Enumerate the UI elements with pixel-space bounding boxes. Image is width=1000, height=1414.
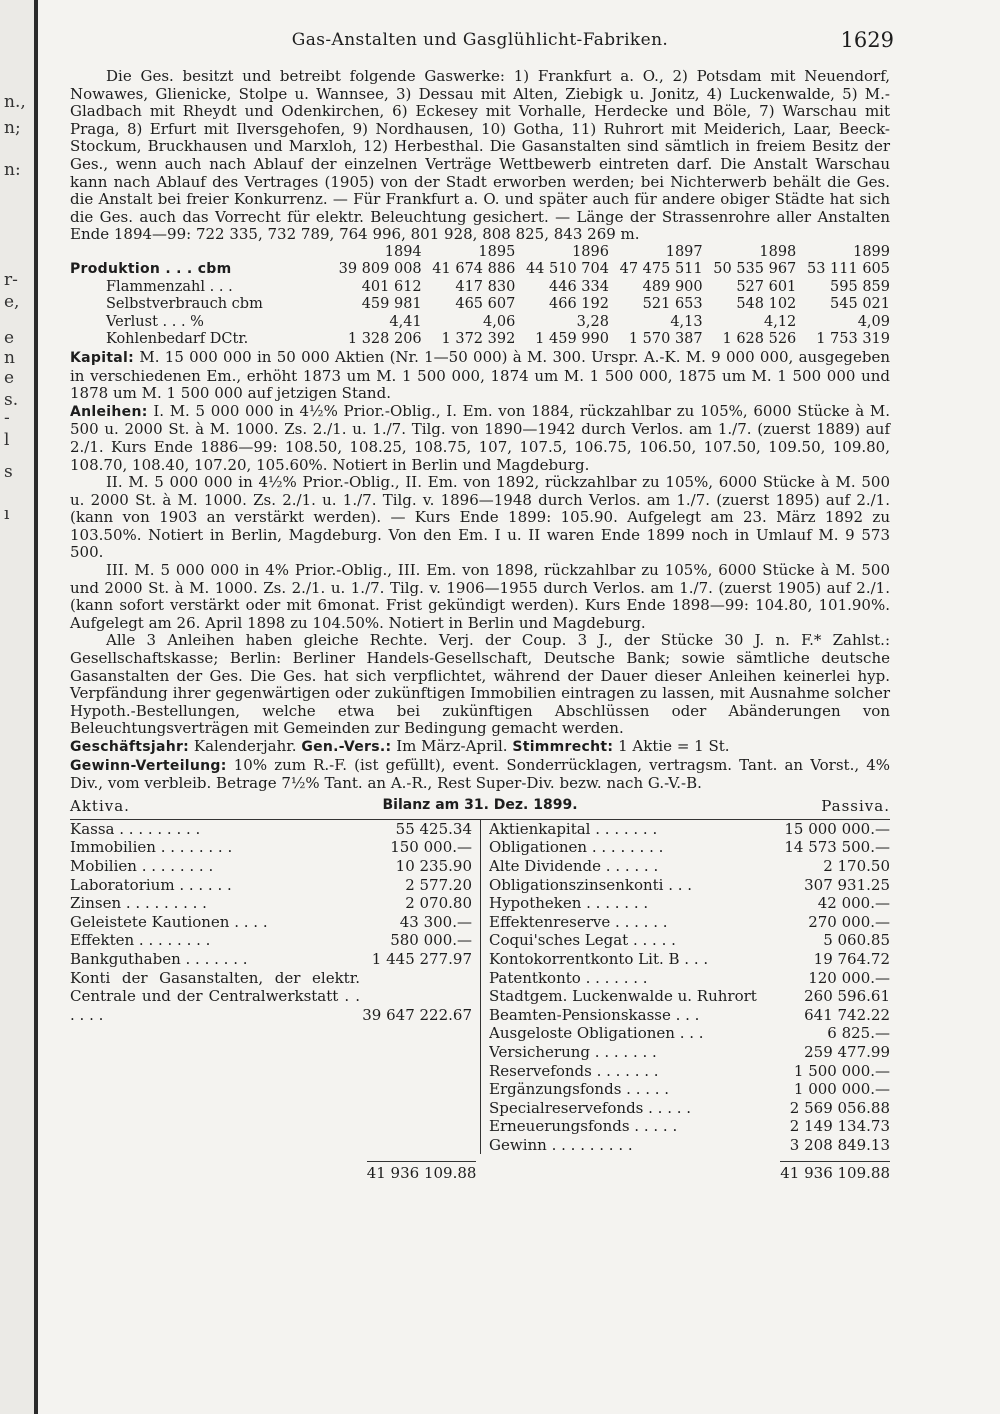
aktiva-column <box>70 820 480 1155</box>
table-cell: 417 830 <box>455 278 516 295</box>
table-row <box>489 876 890 895</box>
table-cell: 548 102 <box>736 296 797 313</box>
item-name: Beamten-Pensionskasse . . . <box>489 1005 700 1024</box>
table-cell: 1 753 319 <box>816 331 890 348</box>
table-cell: 459 981 <box>361 296 422 313</box>
item-amount: 1 500 000.— <box>793 1061 890 1080</box>
item-name: Coqui'sches Legat . . . . . <box>489 931 676 950</box>
margin-fragment: ı <box>4 504 10 524</box>
item-name: Obligationen . . . . . . . . <box>489 838 664 857</box>
item-name: Effektenreserve . . . . . . <box>489 912 668 931</box>
table-row <box>489 1080 890 1099</box>
table-row <box>70 857 472 876</box>
kapital-section <box>70 349 890 403</box>
stimmrecht-label: Stimmrecht: <box>512 739 614 755</box>
margin-fragment: r- <box>4 270 18 290</box>
table-cell: 1 328 206 <box>347 331 422 348</box>
table-row <box>70 838 472 857</box>
bilanz-table <box>70 820 890 1155</box>
item-name: Patentkonto . . . . . . . <box>489 968 648 987</box>
table-cell: 41 674 886 <box>432 261 516 278</box>
table-cell: 47 475 511 <box>619 261 703 278</box>
anleihen-em1-text: I. M. 5 000 000 in 4½% Prior.-Oblig., I. Em. von 1884, rückzahlbar zu 105%, 6000 Stücke à M. 500 u. 2000 St. à M. 1000. Zs. 2./1. u. 1./7. Tilg. von 1890—1942 durch Verlos. am 1./7. (zuerst 1889) auf 2./1. Kurs Ende 1886—99: 108.50, 108.25, 108.75, 107, 107.5, 106.75, 106.50, 107.50, 109.50, 109.80, 108.70, 108.40, 107.20, 105.60%. Notiert in Berlin und Magdeburg. <box>70 401 890 474</box>
item-amount: 307 931.25 <box>804 875 890 894</box>
item-name: Obligationszinsenkonti . . . <box>489 875 693 894</box>
table-cell: 53 111 605 <box>806 261 890 278</box>
item-name: Gewinn . . . . . . . . . <box>489 1135 633 1154</box>
genvers-text: Im März-April. <box>396 737 508 755</box>
item-amount: 2 170.50 <box>823 856 890 875</box>
table-row <box>489 1043 890 1062</box>
item-amount: 14 573 500.— <box>784 838 890 857</box>
total-passiva-value: 41 936 109.88 <box>780 1161 890 1182</box>
item-amount: 19 764.72 <box>813 949 890 968</box>
table-row <box>70 261 890 279</box>
item-amount: 5 060.85 <box>823 931 890 950</box>
table-row <box>489 950 890 969</box>
intro-paragraph: Die Ges. besitzt und betreibt folgende Gaswerke: 1) Frankfurt a. O., 2) Potsdam mit Neuendorf, Nowawes, Glienicke, Stolpe u. Wannsee, 3) Dessau mit Alten, Ziebigk u. Jonitz, 4) Luckenwalde, 5) M.-Gladbach mit Rheydt und Odenkirchen, 6) Eckesey mit Vorhalle, Herdecke und Böle, 7) Warschau mit Praga, 8) Erfurt mit Ilversgehofen, 9) Nordhausen, 10) Gotha, 11) Ruhrort mit Meiderich, Laar, Beeck-Stockum, Bruckhausen und Marxloh, 12) Herbesthal. Die Gasanstalten sind sämtlich in freiem Besitz der Ges., wenn auch nach Ablauf der einzelnen Verträge Wettbewerb eintreten darf. Die Anstalt Warschau kann nach Ablauf des Vertrages (1905) von der Stadt erworben werden; bei Nichterwerb behält die Ges. die Anstalt bei freier Konkurrenz. — Für Frankfurt a. O. und später auch für andere obiger Städte hat sich die Ges. auch das Vorrecht für elektr. Beleuchtung gesichert. — Länge der Strassenrohre aller Anstalten Ende 1894—99: 722 335, 732 789, 764 996, 801 928, 808 825, 843 269 m. <box>70 67 890 244</box>
item-name: Kassa . . . . . . . . . <box>70 819 201 838</box>
table-row <box>489 1024 890 1043</box>
item-amount: 259 477.99 <box>804 1042 890 1061</box>
table-cell: 545 021 <box>830 296 890 313</box>
item-name: Versicherung . . . . . . . <box>489 1042 657 1061</box>
margin-fragments <box>0 0 34 700</box>
anleihen-em3: III. M. 5 000 000 in 4% Prior.-Oblig., III. Em. von 1898, rückzahlbar zu 105%, 6000 Stücke à M. 500 und 2000 St. à M. 1000. Zs. 2./1. u. 1./7. Tilg. v. 1906—1955 durch Verlos. am 1./7. (zuerst 1905) auf 2./1. (kann sofort verstärkt oder mit 6monat. Frist gekündigt werden). Kurs Ende 1898—99: 104.80, 101.90%. Aufgelegt am 26. April 1898 zu 104.50%. Notiert in Berlin und Magdeburg. <box>70 561 890 632</box>
item-amount: 3 208 849.13 <box>789 1135 890 1154</box>
year-cell: 1899 <box>853 243 890 260</box>
margin-fragment: e, <box>4 292 20 312</box>
item-amount: 42 000.— <box>817 894 890 913</box>
item-amount: 6 825.— <box>827 1024 890 1043</box>
item-amount: 120 000.— <box>808 968 890 987</box>
item-amount: 150 000.— <box>390 838 472 857</box>
table-cell: 466 192 <box>549 296 609 313</box>
item-name: Mobilien . . . . . . . . <box>70 856 214 875</box>
item-name: Bankguthaben . . . . . . . <box>70 949 248 968</box>
item-name: Konti der Gasanstalten, der elektr. Centrale und der Centralwerkstatt . . . . . . <box>70 968 360 1024</box>
geschaeftsjahr-label: Geschäftsjahr: <box>70 739 190 755</box>
table-row <box>489 1062 890 1081</box>
anleihen-all: Alle 3 Anleihen haben gleiche Rechte. Verj. der Coup. 3 J., der Stücke 30 J. n. F.* Zahlst.: Gesellschaftskasse; Berlin: Berliner Handels-Gesellschaft, Deutsche Bank; sowie sämtliche deutsche Gasanstalten der Ges. Die Ges. hat sich verpflichtet, während der Dauer dieser Anleihen keinerlei hyp. Verpfändung ihrer gegenwärtigen oder zukünftigen Immobilien eintragen zu lassen, mit Ausnahme solcher Hypoth.-Bestellungen, welche etwa bei zukünftigen Abschlüssen oder Abänderungen von Beleuchtungsverträgen mit Gemeinden zur Bedingung gemacht werden. <box>70 631 890 738</box>
table-cell: 1 570 387 <box>628 331 703 348</box>
margin-fragment: n: <box>4 160 21 180</box>
table-cell: 1 372 392 <box>441 331 516 348</box>
item-amount: 270 000.— <box>808 912 890 931</box>
item-name: Erneuerungsfonds . . . . . <box>489 1117 678 1136</box>
table-row <box>70 296 890 314</box>
anleihen-em1 <box>70 403 890 474</box>
item-amount: 260 596.61 <box>804 987 890 1006</box>
row-label: Flammenzahl . . . <box>106 278 233 295</box>
table-cell: 44 510 704 <box>525 261 609 278</box>
geschaeftsjahr-text: Kalenderjahr. <box>193 737 297 755</box>
item-name: Aktienkapital . . . . . . . <box>489 819 658 838</box>
item-name: Hypotheken . . . . . . . <box>489 894 649 913</box>
total-passiva <box>484 1164 890 1182</box>
margin-fragment: s. <box>4 390 19 410</box>
margin-fragment: l <box>4 430 10 450</box>
item-name: Effekten . . . . . . . . <box>70 931 211 950</box>
table-cell: 595 859 <box>830 278 890 295</box>
production-table <box>70 244 890 349</box>
margin-fragment: n; <box>4 118 21 138</box>
table-cell: 39 809 008 <box>338 261 422 278</box>
item-name: Laboratorium . . . . . . <box>70 875 232 894</box>
item-amount: 2 569 056.88 <box>789 1098 890 1117</box>
margin-fragment: - <box>4 408 10 428</box>
table-row <box>489 931 890 950</box>
year-row <box>70 244 890 262</box>
item-name: Zinsen . . . . . . . . . <box>70 894 207 913</box>
row-label: Produktion . . . cbm <box>70 261 232 278</box>
genvers-label: Gen.-Vers.: <box>301 739 392 755</box>
item-amount: 10 235.90 <box>395 856 472 875</box>
table-row <box>70 931 472 950</box>
total-aktiva-value: 41 936 109.88 <box>367 1161 477 1182</box>
item-name: Kontokorrentkonto Lit. B . . . <box>489 949 709 968</box>
item-amount: 43 300.— <box>399 912 472 931</box>
margin-fragment: e <box>4 368 15 388</box>
item-amount: 55 425.34 <box>395 819 472 838</box>
table-row <box>70 279 890 297</box>
kapital-label: Kapital: <box>70 349 135 366</box>
passiva-column <box>480 820 890 1155</box>
table-row <box>70 876 472 895</box>
item-name: Ergänzungsfonds . . . . . <box>489 1080 670 1099</box>
table-cell: 465 607 <box>455 296 516 313</box>
table-row <box>70 820 472 839</box>
item-amount: 641 742.22 <box>804 1005 890 1024</box>
page-number: 1629 <box>840 28 894 52</box>
table-cell: 489 900 <box>642 278 703 295</box>
item-name: Immobilien . . . . . . . . <box>70 838 233 857</box>
table-cell: 4,06 <box>483 313 516 330</box>
table-row <box>489 913 890 932</box>
margin-fragment: e <box>4 328 15 348</box>
table-row <box>489 1136 890 1155</box>
aktiva-label: Aktiva. <box>70 796 130 815</box>
item-amount: 2 577.20 <box>405 875 472 894</box>
passiva-label: Passiva. <box>821 796 890 815</box>
table-row <box>489 838 890 857</box>
year-cell: 1896 <box>572 243 609 260</box>
gewinn-text: 10% zum R.-F. (ist gefüllt), event. Sonderrücklagen, vertragsm. Tant. an Vorst., 4% Div., vom verbleib. Betrage 7½% Tant. an A.-R., Rest Super-Div. bezw. nach G.-V.-B. <box>70 755 890 793</box>
table-cell: 3,28 <box>576 313 609 330</box>
table-cell: 4,09 <box>857 313 890 330</box>
row-label: Verlust . . . % <box>106 313 204 330</box>
item-name: Alte Dividende . . . . . . <box>489 856 659 875</box>
margin-fragment: s <box>4 462 13 482</box>
table-row <box>489 1117 890 1136</box>
anleihen-em2: II. M. 5 000 000 in 4½% Prior.-Oblig., II. Em. von 1892, rückzahlbar zu 105%, 6000 Stücke à M. 500 u. 2000 St. à M. 1000. Zs. 2./1. u. 1./7. Tilg. v. 1896—1948 durch Verlos. am 1./7. (zuerst 1895) auf 2./1. (kann von 1903 an verstärkt werden). — Kurs Ende 1899: 105.90. Aufgelegt am 23. März 1892 zu 103.50%. Notiert in Berlin, Magdeburg. Von den Em. I u. II waren Ende 1899 noch in Umlauf M. 9 573 500. <box>70 473 890 562</box>
row-label: Kohlenbedarf DCtr. <box>106 331 249 348</box>
table-cell: 401 612 <box>361 278 422 295</box>
row-label: Selbstverbrauch cbm <box>106 296 263 313</box>
item-name: Stadtgem. Luckenwalde u. Ruhrort <box>489 987 757 1006</box>
item-name: Ausgeloste Obligationen . . . <box>489 1024 704 1043</box>
table-row <box>70 950 472 969</box>
table-cell: 4,13 <box>670 313 703 330</box>
header-title: Gas-Anstalten und Gasglühlicht-Fabriken. <box>291 30 669 50</box>
total-aktiva <box>70 1164 484 1182</box>
table-cell: 527 601 <box>736 278 797 295</box>
table-cell: 50 535 967 <box>713 261 797 278</box>
table-row <box>489 857 890 876</box>
page-content <box>70 28 894 1183</box>
anleihen-label: Anleihen: <box>70 403 148 420</box>
geschaeftsjahr-line <box>70 738 890 757</box>
table-row <box>70 331 890 349</box>
year-cell: 1895 <box>478 243 516 260</box>
item-amount: 1 000 000.— <box>793 1080 890 1099</box>
kapital-text: M. 15 000 000 in 50 000 Aktien (Nr. 1—50 000) à M. 300. Urspr. A.-K. M. 9 000 000, ausgegeben in verschiedenen Em., erhöht 1873 um M. 1 500 000, 1874 um M. 1 500 000, 1875 um M. 1 500 000 und 1878 um M. 1 500 000 auf jetzigen Stand. <box>70 347 890 403</box>
table-cell: 446 334 <box>549 278 609 295</box>
table-cell: 521 653 <box>642 296 703 313</box>
year-cell: 1898 <box>759 243 797 260</box>
table-row <box>489 820 890 839</box>
binding-rule <box>34 0 38 1414</box>
table-cell: 4,41 <box>389 313 422 330</box>
bilanz-header <box>70 797 890 819</box>
table-row <box>70 913 472 932</box>
item-amount: 1 445 277.97 <box>371 949 472 968</box>
table-cell: 1 628 526 <box>722 331 797 348</box>
bilanz-totals <box>70 1164 890 1182</box>
gewinn-label: Gewinn-Verteilung: <box>70 757 227 774</box>
table-row <box>70 894 472 913</box>
item-amount: 2 149 134.73 <box>789 1117 890 1136</box>
table-cell: 4,12 <box>763 313 797 330</box>
table-row <box>489 1099 890 1118</box>
item-amount: 2 070.80 <box>405 894 472 913</box>
item-name: Reservefonds . . . . . . . <box>489 1061 659 1080</box>
item-name: Geleistete Kautionen . . . . <box>70 912 268 931</box>
running-header <box>70 28 894 68</box>
margin-fragment: n., <box>4 92 26 112</box>
item-name: Specialreservefonds . . . . . <box>489 1098 692 1117</box>
table-row <box>489 1006 890 1025</box>
table-row <box>489 987 890 1006</box>
bilanz-title: Bilanz am 31. Dez. 1899. <box>382 796 578 813</box>
stimmrecht-text: 1 Aktie = 1 St. <box>618 737 730 755</box>
table-row <box>70 314 890 332</box>
margin-fragment: n <box>4 348 15 368</box>
table-row <box>489 969 890 988</box>
table-row <box>70 969 472 1025</box>
item-amount: 580 000.— <box>390 931 472 950</box>
table-cell: 1 459 990 <box>535 331 609 348</box>
gewinn-verteilung <box>70 757 890 793</box>
item-amount: 39 647 222.67 <box>362 1005 472 1024</box>
item-amount: 15 000 000.— <box>784 819 890 838</box>
year-cell: 1894 <box>384 243 422 260</box>
table-row <box>489 894 890 913</box>
year-cell: 1897 <box>665 243 703 260</box>
